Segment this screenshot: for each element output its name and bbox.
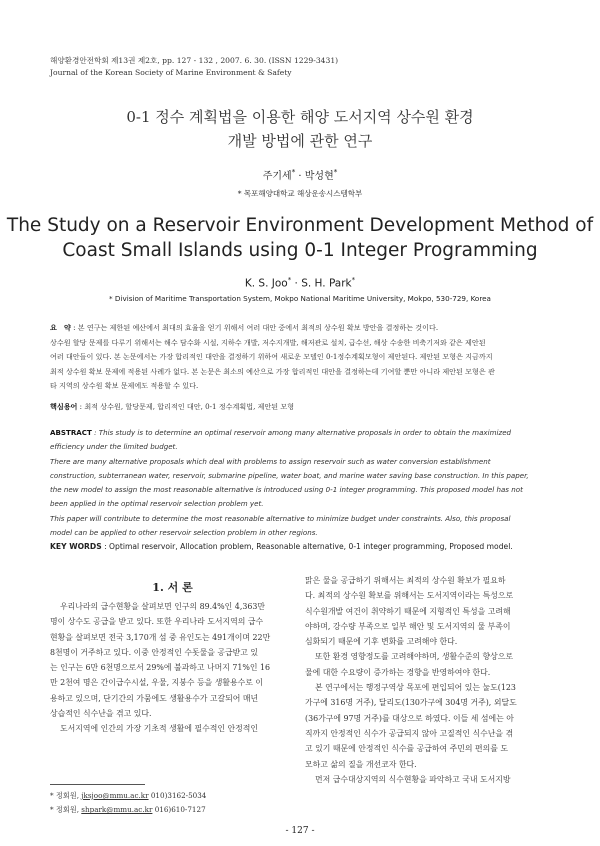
- author-ko-1: 주기세: [262, 171, 292, 182]
- body-line: (36가구에 97명 거주)를 대상으로 하였다. 이들 세 섬에는 아: [305, 713, 514, 723]
- body-line: 용하고 있으며, 단기간의 가뭄에도 생활용수가 고갈되어 매년: [50, 693, 259, 703]
- author-en-1: K. S. Joo: [244, 277, 288, 290]
- footnote-1: [50, 789, 206, 803]
- body-line: 다. 최적의 상수원 확보를 위해서는 도서지역이라는 특성으로: [305, 591, 514, 601]
- author-ko-1-mark: *: [291, 168, 296, 177]
- abstract-en-line: This paper will contribute to determine the most reasonable alternative to minimize budget under constraints. Also, this proposal: [50, 513, 511, 523]
- author-en-1-mark: *: [287, 276, 292, 284]
- author-ko-sep: ·: [295, 171, 305, 182]
- body-line: 심화되기 때문에 기후 변화를 고려해야 한다.: [305, 637, 458, 647]
- body-line: 8천명이 거주하고 있다. 이중 안정적인 수돗물을 공급받고 있: [50, 647, 259, 657]
- affiliation-en: * Division of Maritime Transportation System, Mokpo National Maritime University, Mokpo, 530-729, Korea: [109, 294, 491, 303]
- journal-name-en: Journal of the Korean Society of Marine Environment & Safety: [50, 68, 292, 77]
- keywords-ko: [50, 400, 550, 415]
- body-line: 맑은 물을 공급하기 위해서는 최적의 상수원 확보가 필요하: [305, 576, 506, 585]
- body-column-left: [50, 599, 295, 737]
- author-ko-2: 박성현: [304, 171, 334, 182]
- abstract-en-line: : This study is to determine an optimal reservoir among many alternative proposals in order to obtain the maximized: [91, 428, 512, 437]
- abstract-en-line: construction, subterranean water, reservoir, submarine pipeline, water boat, and marine water saving base construction. In this paper,: [50, 470, 529, 480]
- author-en-sep: ·: [291, 277, 302, 290]
- footnote-2: [50, 803, 206, 817]
- body-line: 명이 상수도 공급을 받고 있다. 또한 우리나라 도서지역의 급수: [50, 617, 264, 627]
- footnote-2-label: * 정회원,: [50, 805, 82, 814]
- abstract-en: [50, 426, 560, 540]
- keywords-en: [50, 542, 513, 551]
- footnotes: [50, 789, 206, 817]
- affiliation-ko: * 목포해양대학교 해상운송시스템학부: [237, 189, 363, 198]
- body-line: 상습적인 식수난을 겪고 있다.: [50, 709, 152, 719]
- authors-en: [0, 276, 600, 290]
- journal-header: [50, 55, 338, 79]
- abstract-en-line: model can be applied to other reservoir selection problem in other regions.: [50, 528, 318, 538]
- keywords-en-text: : Optimal reservoir, Allocation problem, Reasonable alternative, 0-1 integer programming, Proposed model.: [101, 542, 513, 551]
- abstract-ko: [50, 321, 550, 394]
- title-en-line2: Coast Small Islands using 0-1 Integer Programming: [62, 240, 538, 261]
- abstract-ko-line: 상수원 할당 문제를 다루기 위해서는 해수 담수화 시설, 지하수 개발, 저수지개발, 해저관로 설치, 급수선, 해상 수송한 비축기저와 같은 제안된: [50, 337, 486, 347]
- title-ko-line1: 0-1 정수 계획법을 이용한 해양 도서지역 상수원 환경: [126, 108, 474, 126]
- abstract-ko-line: : 본 연구는 제한된 예산에서 최대의 효율을 얻기 위해서 여러 대안 중에서 최적의 상수원 확보 방안을 결정하는 것이다.: [70, 323, 439, 332]
- author-en-2-mark: *: [351, 276, 356, 284]
- abstract-ko-line: 여러 대안들이 있다. 본 논문에서는 가장 합리적인 대안을 결정하기 위하여 새로운 모델인 0-1정수계획모형이 제안된다. 제안된 모형은 지금까지: [50, 352, 493, 362]
- body-line: 고 있기 때문에 안정적인 식수를 공급하여 주민의 편의를 도: [305, 744, 509, 754]
- abstract-en-line: There are many alternative proposals which deal with problems to assign reservoir such as water conversion establishment: [50, 456, 491, 466]
- footnote-2-phone: 016)610-7127: [152, 805, 206, 814]
- page-number: - 127 -: [285, 826, 315, 836]
- author-en-2: S. H. Park: [301, 277, 352, 290]
- authors-ko: [0, 167, 600, 182]
- body-line: 먼저 급수대상지역의 식수현황을 파악하고 국내 도서지방: [315, 774, 511, 784]
- abstract-ko-line: 최적 상수원 확보 문제에 적용된 사례가 없다. 본 논문은 최소의 예산으로 가장 합리적인 대안을 결정하는데 기여할 뿐만 아니라 제안된 모형은 관: [50, 366, 495, 376]
- abstract-ko-label: 요 약: [50, 323, 71, 332]
- footnote-divider: [50, 784, 145, 785]
- body-line: 만 2천여 명은 간이급수시설, 우물, 지붕수 등을 생활용수로 이: [50, 678, 264, 688]
- abstract-en-label: ABSTRACT: [50, 428, 92, 437]
- footnote-1-label: * 정회원,: [50, 791, 82, 800]
- body-line: 물에 대한 수요량이 증가하는 경향을 반영하여야 한다.: [305, 667, 491, 677]
- body-line: 또한 환경 영향정도를 고려해야하며, 생활수준의 향상으로: [315, 652, 513, 662]
- body-line: 본 연구에서는 행정구역상 목포에 편입되어 있는 눌도(123: [315, 683, 516, 693]
- footnote-1-phone: 010)3162-5034: [148, 791, 207, 800]
- body-column-right: [305, 573, 553, 787]
- body-line: 는 인구는 6만 6천명으로서 29%에 불과하고 나머지 71%인 16: [50, 663, 271, 673]
- body-line: 직까지 안정적인 식수가 공급되지 않아 고질적인 식수난을 겪: [305, 728, 514, 738]
- body-line: 가구에 316명 거주), 달리도(130가구에 304명 거주), 외달도: [305, 698, 517, 708]
- keywords-ko-text: : 최적 상수원, 할당문제, 합리적인 대안, 0-1 정수계획법, 제안된 모형: [77, 402, 295, 411]
- body-line: 현황을 살펴보면 전국 3,170개 섬 중 유인도는 491개이며 22만: [50, 632, 271, 642]
- body-line: 도서지역에 인간의 가장 기초적 생활에 필수적인 안정적인: [60, 724, 258, 734]
- abstract-en-line: efficiency under the limited budget.: [50, 442, 178, 452]
- author-ko-2-mark: *: [333, 168, 338, 177]
- abstract-en-line: the new model to assign the most reasonable alternative is introduced using 0-1 integer programming. This proposed model has not: [50, 485, 523, 495]
- journal-citation: 해양환경안전학회 제13권 제2호, pp. 127 - 132 , 2007. 6. 30. (ISSN 1229-3431): [50, 56, 339, 65]
- title-ko-line2: 개발 방법에 관한 연구: [227, 132, 373, 150]
- body-line: 식수원개발 여건이 취약하기 때문에 지형적인 특성을 고려해: [305, 606, 511, 616]
- footnote-1-email[interactable]: jksjoo@mmu.ac.kr: [81, 791, 149, 800]
- section-heading: 1. 서 론: [152, 581, 193, 594]
- body-line: 야하며, 강수량 부족으로 일부 해안 및 도서지역의 물 부족이: [305, 621, 511, 631]
- keywords-en-label: KEY WORDS: [50, 542, 102, 551]
- body-line: 모하고 삶의 질을 개선코자 한다.: [305, 759, 417, 769]
- footnote-2-email[interactable]: shpark@mmu.ac.kr: [81, 805, 153, 814]
- title-en-line1: The Study on a Reservoir Environment Development Method of: [6, 215, 594, 236]
- keywords-ko-label: 핵심용어: [50, 402, 78, 411]
- abstract-ko-line: 타 지역의 상수원 확보 문제에도 적용할 수 있다.: [50, 381, 199, 391]
- body-line: 우리나라의 급수현황을 살펴보면 인구의 89.4%인 4,363만: [60, 602, 266, 611]
- abstract-en-line: been applied in the optimal reservoir selection problem yet.: [50, 499, 264, 509]
